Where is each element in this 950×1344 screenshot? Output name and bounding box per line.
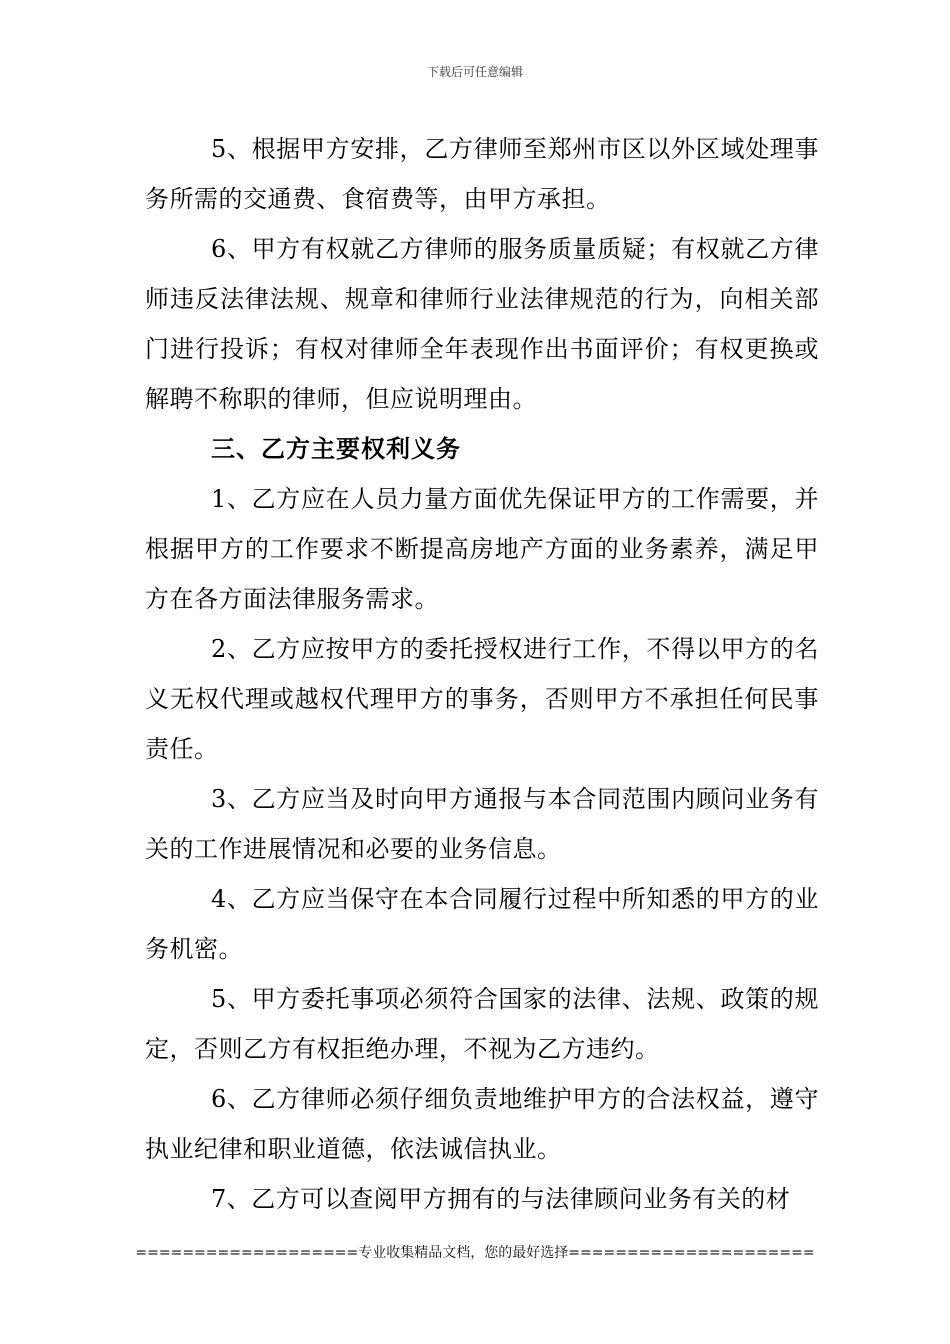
section-heading-party-b-rights: 三、乙方主要权利义务 — [211, 434, 461, 463]
paragraph-item-1-staffing: 1、乙方应在人员力量方面优先保证甲方的工作需要，并根据甲方的工作要求不断提高房地产方面的业务素养，满足甲方在各方面法律服务需求。 — [145, 485, 819, 613]
paragraph-item-5-expenses: 5、根据甲方安排，乙方律师至郑州市区以外区域处理事务所需的交通费、食宿费等，由甲方承担。 — [145, 135, 819, 213]
document-body — [145, 124, 819, 1224]
paragraph-item-4-confidentiality: 4、乙方应当保守在本合同履行过程中所知悉的甲方的业务机密。 — [145, 885, 819, 963]
page-footer: ===================专业收集精品文档，您的最好选择===================== — [135, 1245, 815, 1261]
paragraph-item-5-legality: 5、甲方委托事项必须符合国家的法律、法规、政策的规定，否则乙方有权拒绝办理，不视为乙方违约。 — [145, 985, 819, 1063]
paragraph-item-6-diligence: 6、乙方律师必须仔细负责地维护甲方的合法权益，遵守执业纪律和职业道德，依法诚信执业。 — [145, 1085, 819, 1163]
paragraph-item-3-reporting: 3、乙方应当及时向甲方通报与本合同范围内顾问业务有关的工作进展情况和必要的业务信息。 — [145, 785, 819, 863]
page-header: 下载后可任意编辑 — [426, 65, 523, 79]
paragraph-item-6-party-a-rights: 6、甲方有权就乙方律师的服务质量质疑；有权就乙方律师违反法律法规、规章和律师行业法律规范的行为，向相关部门进行投诉；有权对律师全年表现作出书面评价；有权更换或解聘不称职的律师，但应说明理由。 — [145, 235, 819, 413]
paragraph-item-7-materials: 7、乙方可以查阅甲方拥有的与法律顾问业务有关的材 — [211, 1185, 791, 1213]
paragraph-item-2-authorization: 2、乙方应按甲方的委托授权进行工作，不得以甲方的名义无权代理或越权代理甲方的事务，否则甲方不承担任何民事责任。 — [145, 635, 819, 763]
